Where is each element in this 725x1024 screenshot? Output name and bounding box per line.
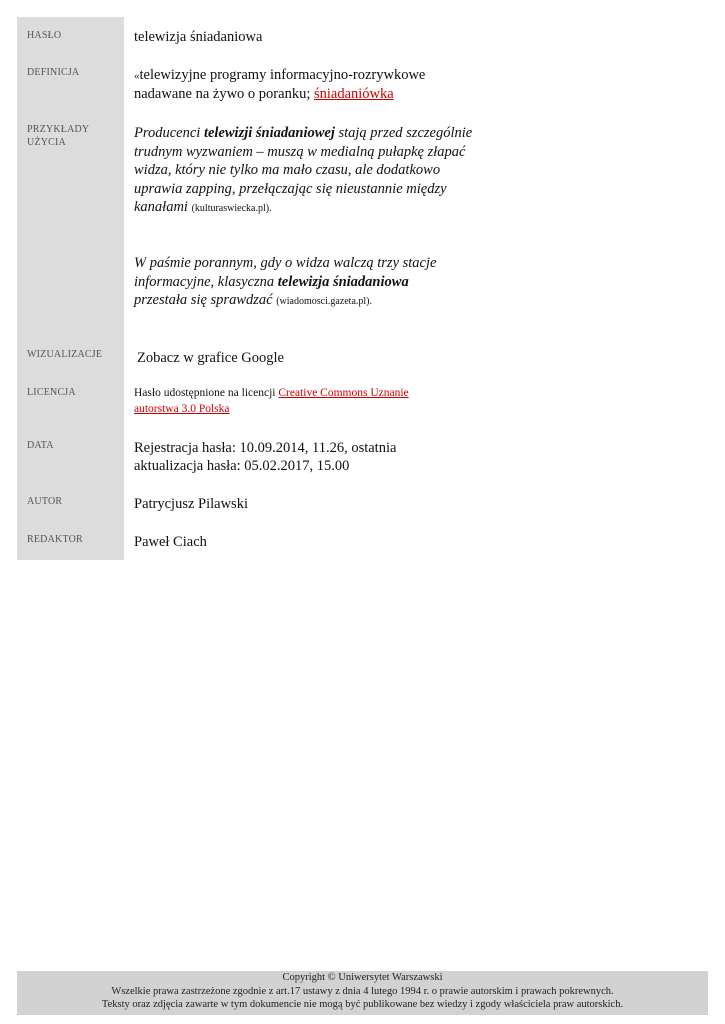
label-data: DATA bbox=[27, 440, 54, 451]
date-info bbox=[134, 439, 474, 475]
license-text bbox=[134, 385, 434, 417]
footer-copyright: Copyright © Uniwersytet Warszawski bbox=[282, 972, 443, 983]
example-1-term: telewizji śniadaniowej bbox=[203, 125, 335, 141]
definition-line-2: nadawane na żywo o poranku; bbox=[134, 86, 314, 102]
label-haslo: HASŁO bbox=[27, 30, 62, 41]
label-wizualizacje: WIZUALIZACJE bbox=[27, 349, 103, 360]
entry-definition bbox=[134, 66, 474, 103]
example-2-post: przestała się sprawdzać bbox=[134, 292, 273, 308]
example-2-pre: W paśmie porannym, gdy o widza walczą trzy stacje informacyjne, klasyczna bbox=[134, 255, 437, 290]
definition-line-1: telewizyjne programy informacyjno-rozrywkowe bbox=[139, 67, 426, 83]
license-link[interactable]: Creative Commons Uznanie autorstwa 3.0 Polska bbox=[134, 387, 409, 415]
entry-term: telewizja śniadaniowa bbox=[134, 29, 263, 45]
example-1-end: . bbox=[269, 203, 272, 214]
label-autor: AUTOR bbox=[27, 496, 63, 507]
definition-quote: « bbox=[134, 70, 140, 82]
footer-notice: Teksty oraz zdjęcia zawarte w tym dokumencie nie mogą być publikowane bez wiedzy i zgody właściciela praw autorskich. bbox=[101, 999, 624, 1010]
google-images-link[interactable]: Zobacz w grafice Google bbox=[137, 350, 284, 366]
label-licencja: LICENCJA bbox=[27, 387, 76, 398]
example-1-source: (kulturaswiecka.pl) bbox=[191, 203, 270, 214]
example-2-term: telewizja śniadaniowa bbox=[277, 273, 409, 290]
example-2 bbox=[134, 254, 444, 312]
example-2-source: (wiadomosci.gazeta.pl) bbox=[276, 296, 370, 307]
definition-synonym-link[interactable]: śniadaniówka bbox=[313, 86, 394, 102]
example-1 bbox=[134, 124, 479, 219]
example-1-pre: Producenci bbox=[134, 125, 204, 141]
editor-name: Paweł Ciach bbox=[134, 534, 207, 550]
license-prefix: Hasło udostępnione na licencji bbox=[134, 387, 279, 399]
author-name: Patrycjusz Pilawski bbox=[134, 496, 248, 512]
copyright-footer bbox=[17, 971, 708, 1015]
label-przyklady bbox=[27, 123, 119, 149]
date-line-1: Rejestracja hasła: 10.09.2014, 11.26, ostatnia bbox=[134, 440, 397, 456]
example-2-end: . bbox=[369, 296, 372, 307]
example-1-post: stają przed szczególnie trudnym wyzwaniem – muszą w medialną pułapkę złapać widza, który nie tylko ma mało czasu, ale dodatkowo uprawia zapping, przełączając się nieustannie między kanałami bbox=[134, 125, 473, 215]
label-przyklady-line-2: UŻYCIA bbox=[27, 137, 66, 148]
date-line-2: aktualizacja hasła: 05.02.2017, 15.00 bbox=[134, 458, 350, 474]
label-redaktor: REDAKTOR bbox=[27, 534, 83, 545]
label-definicja: DEFINICJA bbox=[27, 67, 80, 78]
footer-rights: Wszelkie prawa zastrzeżone zgodnie z art.17 ustawy z dnia 4 lutego 1994 r. o prawie autorskim i prawach pokrewnych. bbox=[111, 985, 614, 997]
label-przyklady-line-1: PRZYKŁADY bbox=[27, 124, 90, 135]
label-column bbox=[17, 17, 124, 560]
